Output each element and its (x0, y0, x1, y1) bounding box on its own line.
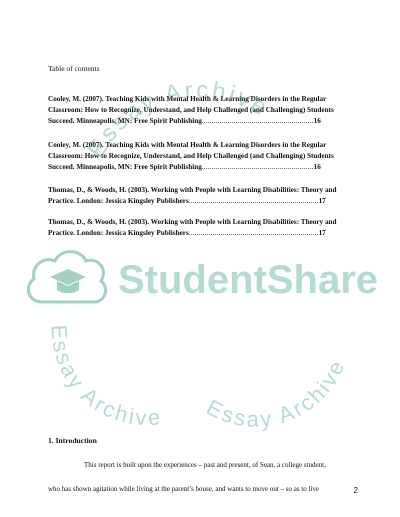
toc-entry[interactable] (48, 140, 356, 174)
body-paragraph: who has shown agitation while living at the parent’s house, and wants to move out – so as to live (48, 485, 320, 493)
toc-entry[interactable] (48, 217, 356, 239)
watermark-arc-text-top: Essay Archive (82, 76, 275, 163)
toc-entry-dots: ................................................................. (188, 229, 319, 238)
page-number: 2 (353, 486, 358, 495)
toc-entry[interactable] (48, 185, 356, 207)
toc-entry-dots: ........................................................ (201, 117, 314, 126)
toc-entry-page: 17 (318, 197, 326, 206)
section-heading: 1. Introduction (48, 436, 97, 445)
toc-entry-text: Thomas, D., & Woods, H. (2003). Working with People with Learning Disabilities: Theory and Practice. London: Jessica Kingsley Publishers (48, 218, 337, 238)
body-paragraph: This report is built upon the experiences – past and present, of Sean, a college student, (84, 461, 326, 469)
toc-entry-page: 16 (313, 117, 321, 126)
toc-entry[interactable] (48, 94, 356, 128)
toc-entry-text: Cooley, M. (2007). Teaching Kids with Mental Health & Learning Disorders in the Regular Classroom: How to Recognize, Understand, and Help Challenged (and Challenging) Students Succeed. Minneapolis, MN: Free Spirit Publishing (48, 141, 334, 172)
toc-entry-text: Cooley, M. (2007). Teaching Kids with Mental Health & Learning Disorders in the Regular Classroom: How to Recognize, Understand, and Help Challenged (and Challenging) Students Succeed. Minneapolis, MN: Free Spirit Publishing (48, 95, 334, 126)
watermark-brand: StudentShare (118, 258, 379, 302)
watermark-arc-text-bottom-right: Essay Archive (202, 355, 351, 432)
toc-title: Table of contents (48, 64, 100, 73)
watermark-arc-text-bottom-left: Essay Archive (46, 324, 164, 431)
toc-entry-dots: ................................................................. (188, 197, 319, 206)
toc-entry-text: Thomas, D., & Woods, H. (2003). Working with People with Learning Disabilities: Theory and Practice. London: Jessica Kingsley Publishers (48, 186, 337, 206)
toc-entry-page: 17 (318, 229, 326, 238)
toc-entry-dots: ........................................................ (201, 163, 314, 172)
toc-entry-page: 16 (313, 163, 321, 172)
